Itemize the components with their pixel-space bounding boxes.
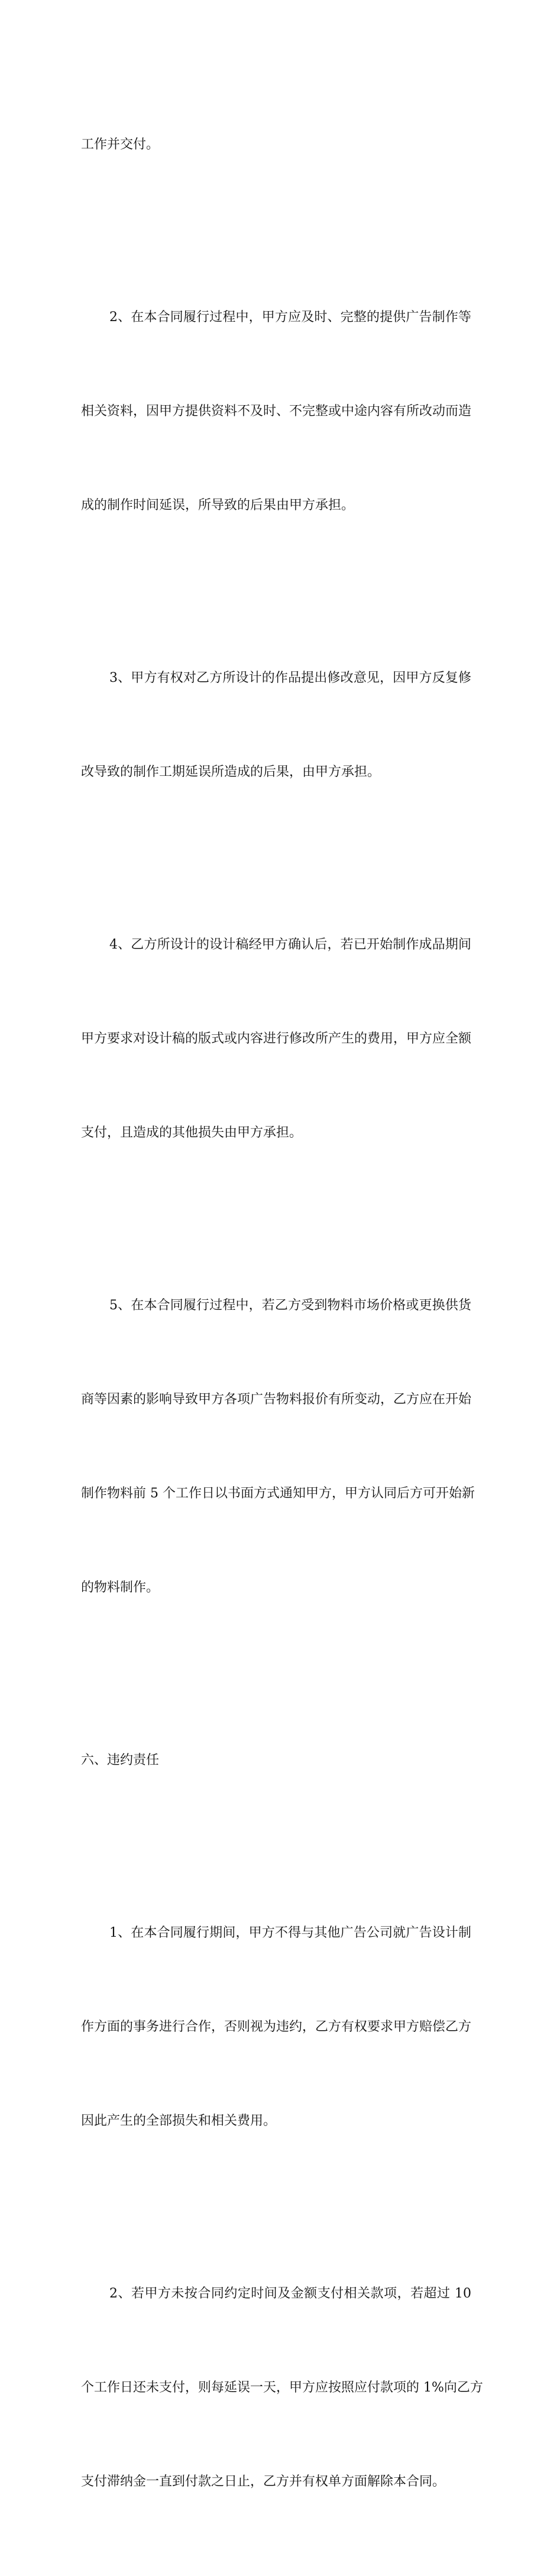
text-line: 成的制作时间延误，所导致的后果由甲方承担。 xyxy=(81,498,355,513)
text-line: 商等因素的影响导致甲方各项广告物料报价有所变动，乙方应在开始 xyxy=(81,1392,472,1407)
text-line: 个工作日还未支付，则每延误一天，甲方应按照应付款项的 1%向乙方 xyxy=(81,2380,483,2395)
paragraph-clause-2 xyxy=(81,239,471,584)
text-line: 甲方要求对设计稿的版式或内容进行修改所产生的费用，甲方应全额 xyxy=(81,1031,472,1046)
section-heading-breach xyxy=(81,1682,471,1839)
text-line: 5、在本合同履行过程中，若乙方受到物料市场价格或更换供货 xyxy=(109,1298,471,1313)
paragraph-clause-3 xyxy=(81,600,471,850)
text-line: 1、在本合同履行期间，甲方不得与其他广告公司就广告设计制 xyxy=(109,1925,471,1940)
text-line: 因此产生的全部损失和相关费用。 xyxy=(81,2114,277,2128)
text-line: 制作物料前 5 个工作日以书面方式通知甲方，甲方认同后方可开始新 xyxy=(81,1486,475,1501)
text-line: 作方面的事务进行合作，否则视为违约，乙方有权要求甲方赔偿乙方 xyxy=(81,2020,472,2034)
paragraph-clause-4 xyxy=(81,866,471,1211)
text-line: 支付滞纳金一直到付款之日止，乙方并有权单方面解除本合同。 xyxy=(81,2474,446,2489)
text-line: 4、乙方所设计的设计稿经甲方确认后，若已开始制作成品期间 xyxy=(109,937,471,952)
text-line: 工作并交付。 xyxy=(81,137,160,152)
paragraph-clause-5 xyxy=(81,1227,475,1666)
paragraph-continuation xyxy=(81,66,471,223)
text-line: 的物料制作。 xyxy=(81,1580,160,1595)
text-line: 3、甲方有权对乙方所设计的作品提出修改意见，因甲方反复修 xyxy=(109,671,471,685)
text-line: 2、在本合同履行过程中，甲方应及时、完整的提供广告制作等 xyxy=(109,310,471,325)
text-line: 相关资料，因甲方提供资料不及时、不完整或中途内容有所改动而造 xyxy=(81,404,472,419)
text-line: 2、若甲方未按合同约定时间及金额支付相关款项，若超过 10 xyxy=(109,2286,471,2301)
text-line: 支付，且造成的其他损失由甲方承担。 xyxy=(81,1125,303,1140)
text-line: 改导致的制作工期延误所造成的后果，由甲方承担。 xyxy=(81,765,381,779)
paragraph-breach-1 xyxy=(81,1855,471,2199)
section-heading-text: 六、违约责任 xyxy=(81,1753,160,1768)
paragraph-breach-2 xyxy=(81,2215,483,2560)
document-body xyxy=(81,66,483,2576)
